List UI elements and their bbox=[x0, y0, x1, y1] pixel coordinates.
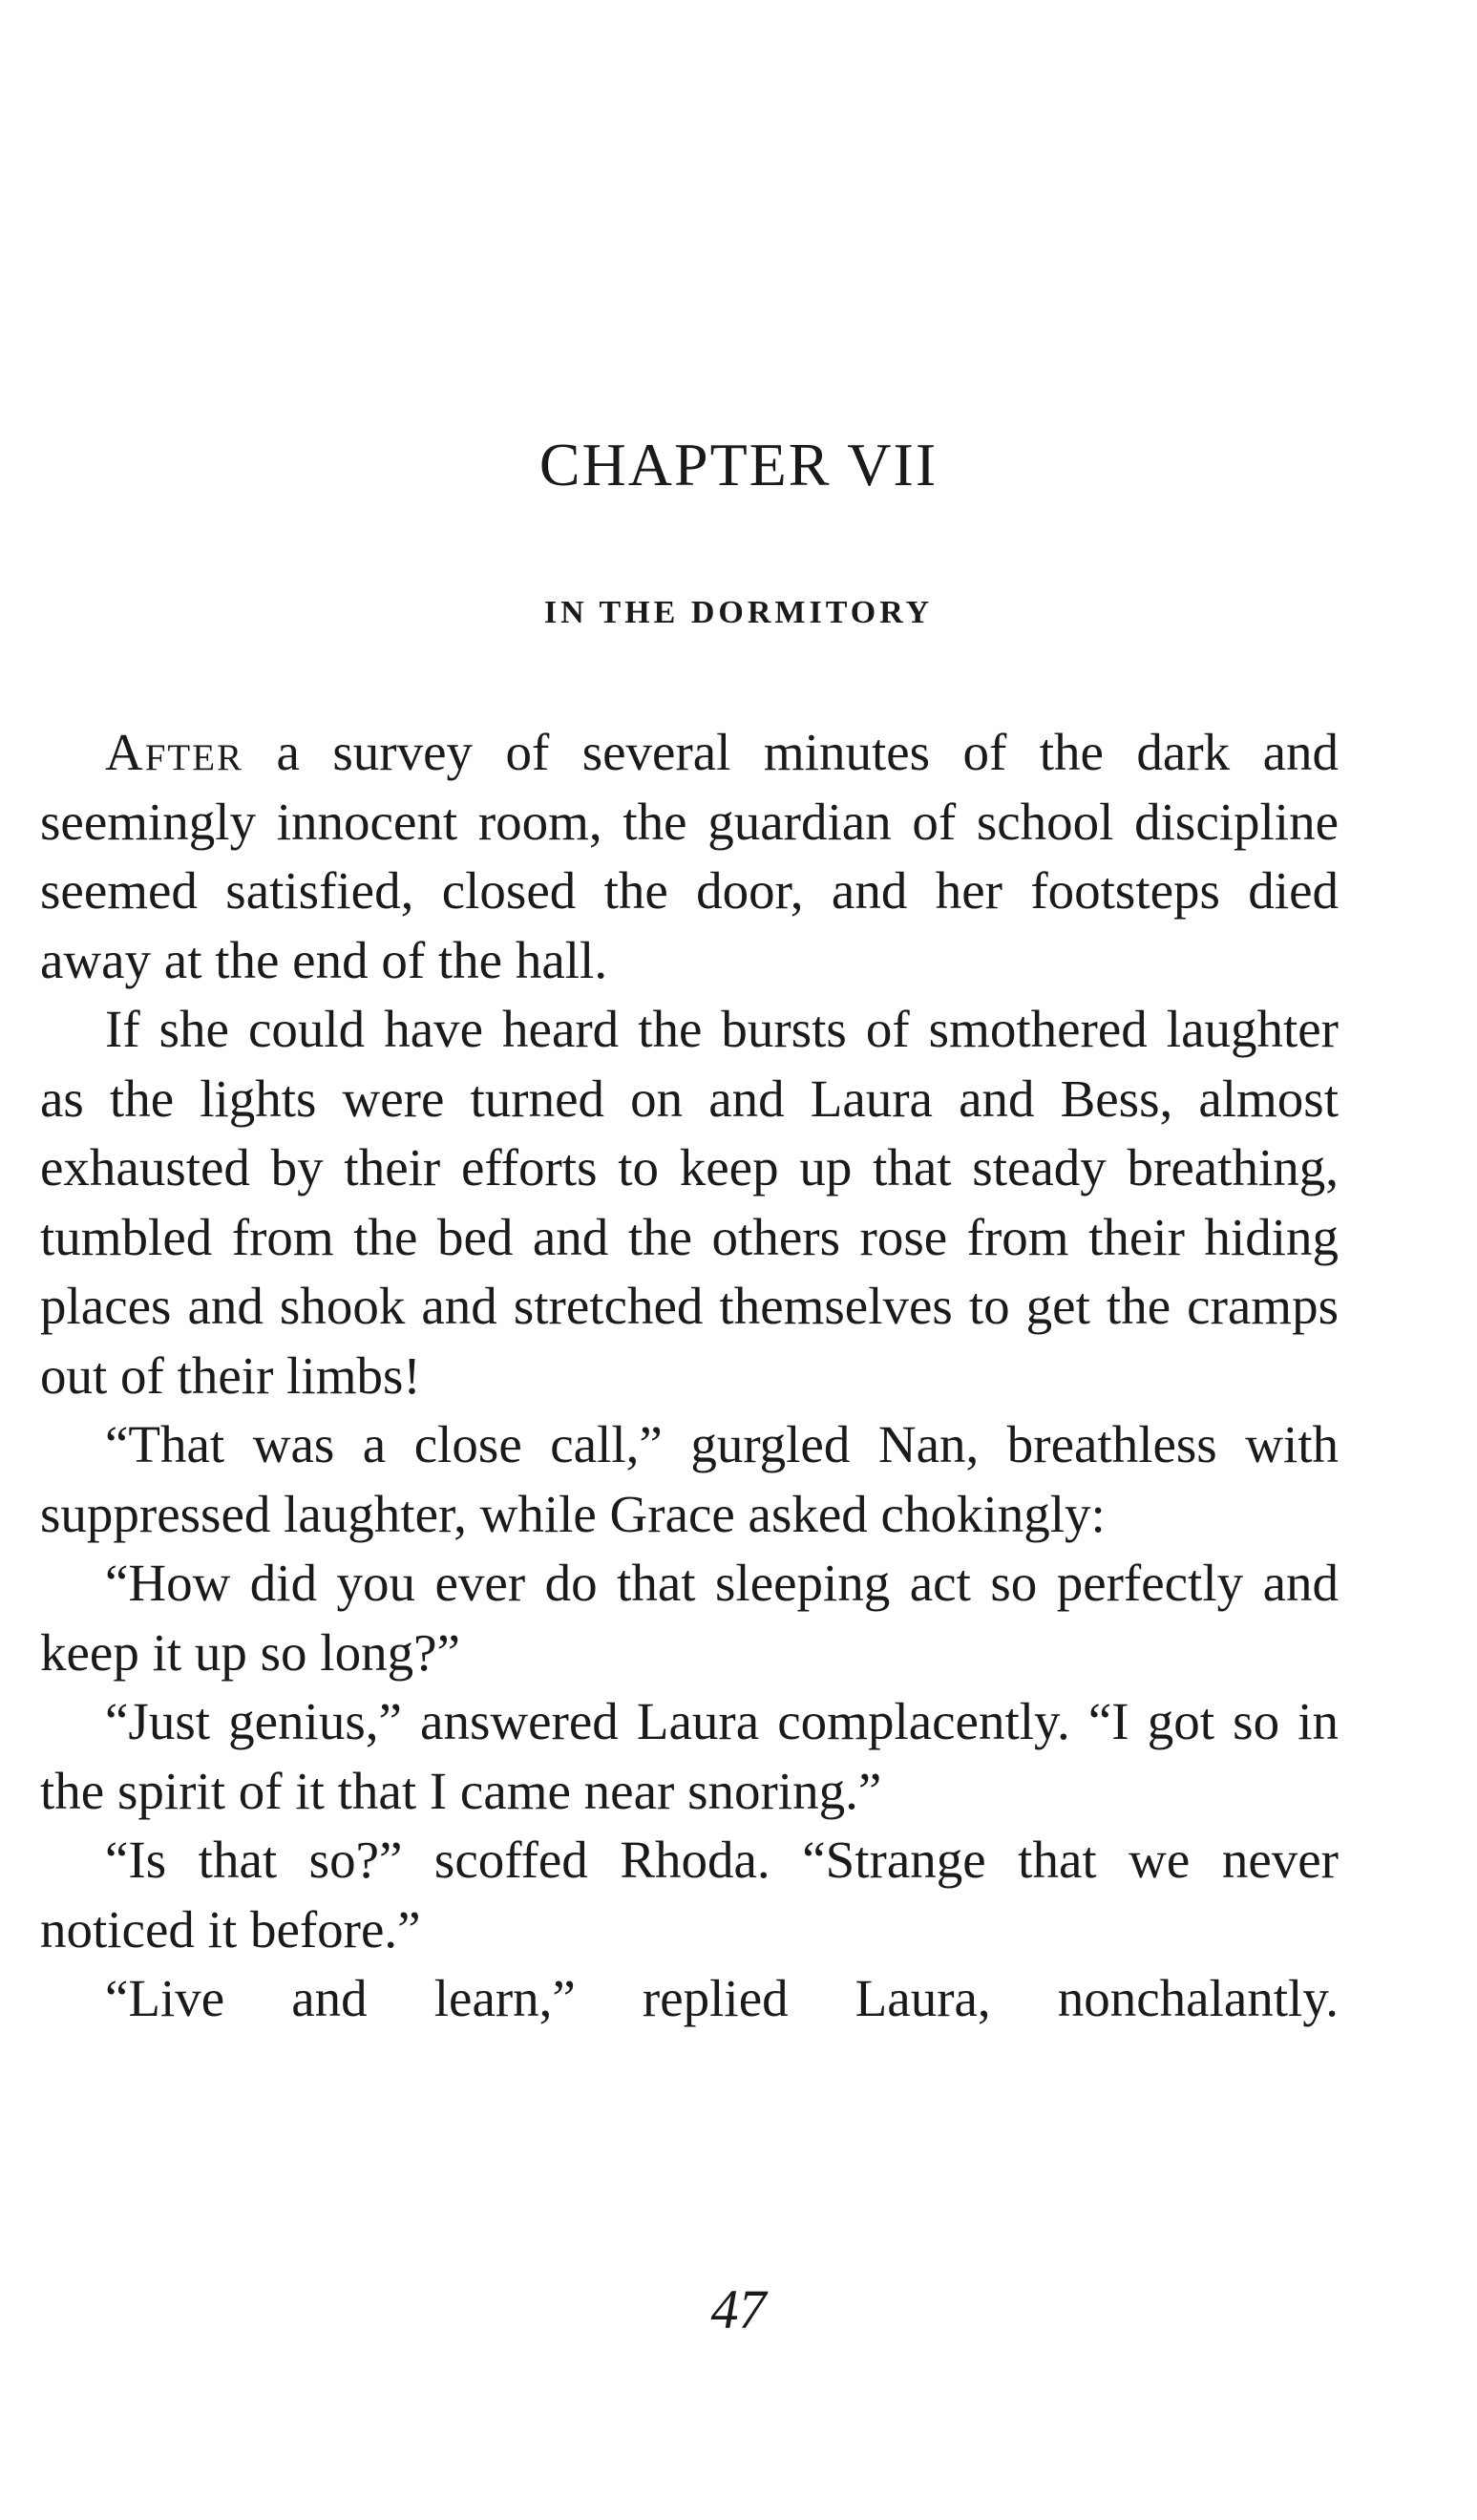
chapter-heading: CHAPTER VII bbox=[538, 431, 939, 498]
paragraph-text: “Just genius,” answered Laura complacently. “I got so in the spirit of it that I came near snoring.” bbox=[40, 1692, 1339, 1820]
paragraph-lead-word: After bbox=[105, 723, 244, 781]
paragraph bbox=[40, 995, 1339, 1410]
paragraph bbox=[40, 1410, 1339, 1549]
paragraph bbox=[40, 1964, 1339, 2034]
paragraph-text: “Live and learn,” replied Laura, nonchalantly. bbox=[105, 1969, 1339, 2027]
paragraph bbox=[40, 718, 1339, 995]
chapter-text bbox=[40, 718, 1339, 2034]
chapter-subtitle: IN THE DORMITORY bbox=[543, 595, 934, 630]
paragraph-text: a survey of several minutes of the dark and seemingly innocent room, the guardian of school discipline seemed satisfied, closed the door, and her footsteps died away at the end of the hall. bbox=[40, 723, 1339, 989]
paragraph-text: “How did you ever do that sleeping act so perfectly and keep it up so long?” bbox=[40, 1554, 1339, 1682]
page-number: 47 bbox=[710, 2278, 767, 2340]
paragraph-text: “Is that so?” scoffed Rhoda. “Strange that we never noticed it before.” bbox=[40, 1831, 1339, 1959]
paragraph bbox=[40, 1549, 1339, 1687]
paragraph-text: If she could have heard the bursts of smothered laughter as the lights were turned on and Laura and Bess, almost exhausted by their efforts to keep up that steady breathing, tumbled from the bed and the others rose from their hiding places and shook and stretched themselves to get the cramps out of their limbs! bbox=[40, 1000, 1339, 1405]
paragraph bbox=[40, 1687, 1339, 1826]
paragraph-text: “That was a close call,” gurgled Nan, breathless with suppressed laughter, while Grace asked chokingly: bbox=[40, 1415, 1339, 1543]
paragraph bbox=[40, 1826, 1339, 1964]
